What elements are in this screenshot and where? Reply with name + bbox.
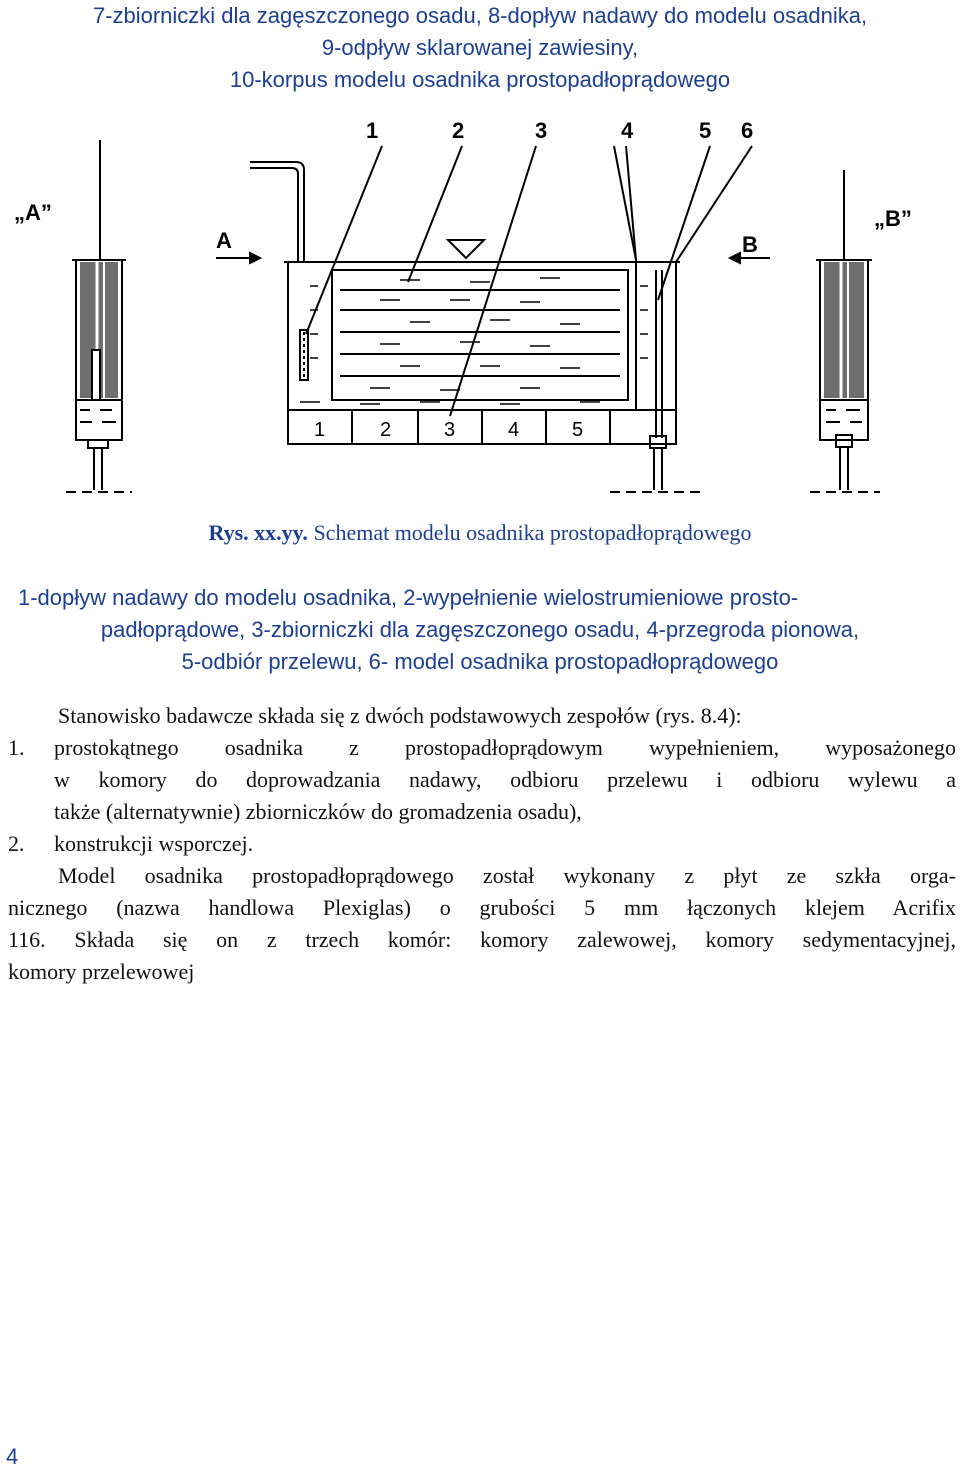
cell-label-1: 1 [314, 419, 326, 441]
view-a-label: „A” [14, 200, 52, 225]
list-item-line: w komory do doprowadzania nadawy, odbioru przelewu i odbioru wylewu a [54, 767, 956, 792]
arrow-a-label: A [216, 228, 232, 253]
arrow-b-label: B [742, 232, 758, 257]
figure-legend [0, 582, 960, 678]
paragraph-line: 116. Składa się on z trzech komór: komory zalewowej, komory sedymentacyjnej, [8, 927, 956, 952]
callout-3: 3 [535, 118, 548, 143]
list-item [8, 828, 956, 860]
legend-line-2: padłoprądowe, 3-zbiorniczki dla zagęszczonego osadu, 4-przegroda pionowa, [100, 617, 860, 642]
view-b-label: „B” [874, 206, 912, 231]
list-item-line: prostokątnego osadnika z prostopadłoprądowym wypełnieniem, wyposażonego [54, 735, 956, 760]
callout-4: 4 [621, 118, 634, 143]
caption-prefix: Rys. xx.yy. [208, 520, 308, 545]
view-a-column [66, 140, 132, 492]
callout-1: 1 [366, 118, 379, 143]
cell-label-5: 5 [572, 419, 584, 441]
top-legend-line-2: 9-odpływ sklarowanej zawiesiny, [321, 35, 639, 60]
figure-caption [0, 518, 960, 548]
cell-label-3: 3 [444, 419, 456, 441]
settler-schematic-drawing [0, 110, 960, 500]
top-legend-line-1: 7-zbiorniczki dla zagęszczonego osadu, 8-dopływ nadawy do modelu osadnika, [92, 3, 868, 28]
top-legend [0, 0, 960, 96]
intro-paragraph: Stanowisko badawcze składa się z dwóch podstawowych zespołów (rys. 8.4): [58, 703, 742, 728]
callout-6: 6 [741, 118, 754, 143]
list-number: 2. [8, 831, 25, 856]
paragraph-line: Model osadnika prostopadłoprądowego został wykonany z płyt ze szkła orga- [58, 863, 956, 888]
paragraph-line: nicznego (nazwa handlowa Plexiglas) o grubości 5 mm łączonych klejem Acrifix [8, 895, 956, 920]
top-legend-line-3: 10-korpus modelu osadnika prostopadłoprądowego [229, 67, 731, 92]
cell-label-4: 4 [508, 419, 520, 441]
view-b-column [810, 170, 880, 492]
legend-line-3: 5-odbiór przelewu, 6- model osadnika prostopadłoprądowego [181, 649, 779, 674]
main-settler-body [216, 146, 770, 492]
body-text [8, 700, 956, 988]
list-item-line: także (alternatywnie) zbiorniczków do gromadzenia osadu), [54, 799, 582, 824]
list-item [8, 732, 956, 828]
callout-2: 2 [452, 118, 465, 143]
page-number: 4 [6, 1444, 19, 1469]
cell-label-2: 2 [380, 419, 392, 441]
paragraph-line: komory przelewowej [8, 959, 195, 984]
list-number: 1. [8, 735, 25, 760]
legend-line-1: 1-dopływ nadawy do modelu osadnika, 2-wypełnienie wielostrumieniowe prosto- [18, 585, 799, 610]
list-item-line: konstrukcji wsporczej. [54, 831, 254, 856]
caption-text: Schemat modelu osadnika prostopadłoprądowego [307, 520, 752, 545]
callout-5: 5 [699, 118, 712, 143]
